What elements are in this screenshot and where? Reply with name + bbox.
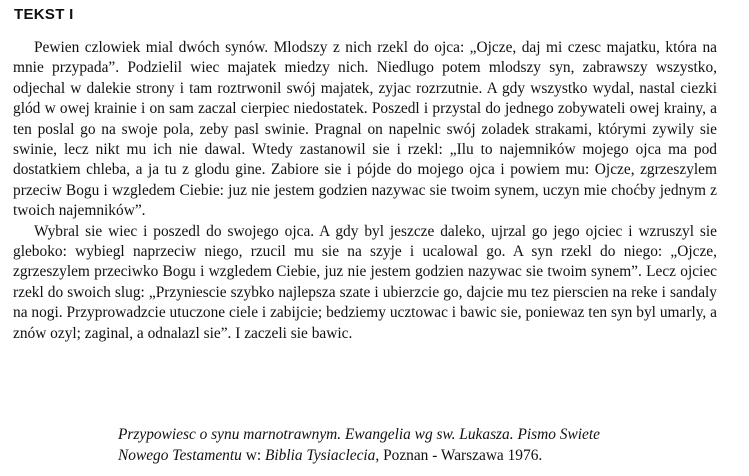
source-citation xyxy=(118,425,718,466)
citation-line-2 xyxy=(118,446,718,467)
citation-testament: Nowego Testamentu xyxy=(118,446,242,464)
citation-line-1: Przypowiesc o synu marnotrawnym. Ewangelia wg sw. Lukasza. Pismo Swiete xyxy=(118,426,600,443)
citation-in: w: xyxy=(241,446,265,464)
citation-book: Biblia Tysiaclecia xyxy=(264,446,376,464)
citation-place-year: , Poznan - Warszawa 1976. xyxy=(375,446,543,464)
paragraph-1: Pewien czlowiek mial dwóch synów. Mlodszy z nich rzekl do ojca: „Ojcze, daj mi czesc majatku, która na mnie przypada”. Podzielil wiec majatek miedzy nich. Niedlugo potem mlodszy syn, zabrawszy wszystko, odjechal w dalekie strony i tam roztrwonil swój majatek, zyjac rozrzutnie. A gdy wszystko wydal, nastal ciezki glód w owej krainie i on sam zaczal cierpiec niedostatek. Poszedl i przystal do jednego zobywateli owej krainy, a ten poslal go na swoje pola, zeby pasl swinie. Pragnal on napelnic swój zoladek strakami, którymi zywily sie swinie, lecz nikt mu ich nie dawal. Wtedy zastanowil sie i rzekl: „Ilu to najemników mojego ojca ma pod dostatkiem chleba, a ja tu z glodu gine. Zabiore sie i pójde do mojego ojca i powiem mu: Ojcze, zgrzeszylem przeciw Bogu i wzgledem Ciebie: juz nie jestem godzien nazywac sie twoim synem, uczyn mie choćby jednym z twoich najemników”. xyxy=(13,39,717,220)
paragraph-2: Wybral sie wiec i poszedl do swojego ojca. A gdy byl jeszcze daleko, ujrzal go jego ojciec i wzruszyl sie gleboko: wybiegl naprzeciw niego, rzucil mu sie na szyje i ucalowal go. A syn rzekl do niego: „Ojcze, zgrzeszylem przeciwko Bogu i wzgledem Ciebie, juz nie jestem godzien nazywac sie twoim synem”. Lecz ojciec rzekl do swoich slug: „Przyniescie szybko najlepsza szate i ubierzcie go, dajcie mu tez pierscien na reke i sandaly na nogi. Przyprowadzcie utuczone ciele i zabijcie; bedziemy ucztowac i bawic sie, poniewaz ten syn byl umarly, a znów ozyl; zaginal, a odnalazl sie”. I zaczeli sie bawic. xyxy=(13,222,717,342)
story-text xyxy=(13,38,717,344)
page-title: TEKST I xyxy=(14,6,74,23)
